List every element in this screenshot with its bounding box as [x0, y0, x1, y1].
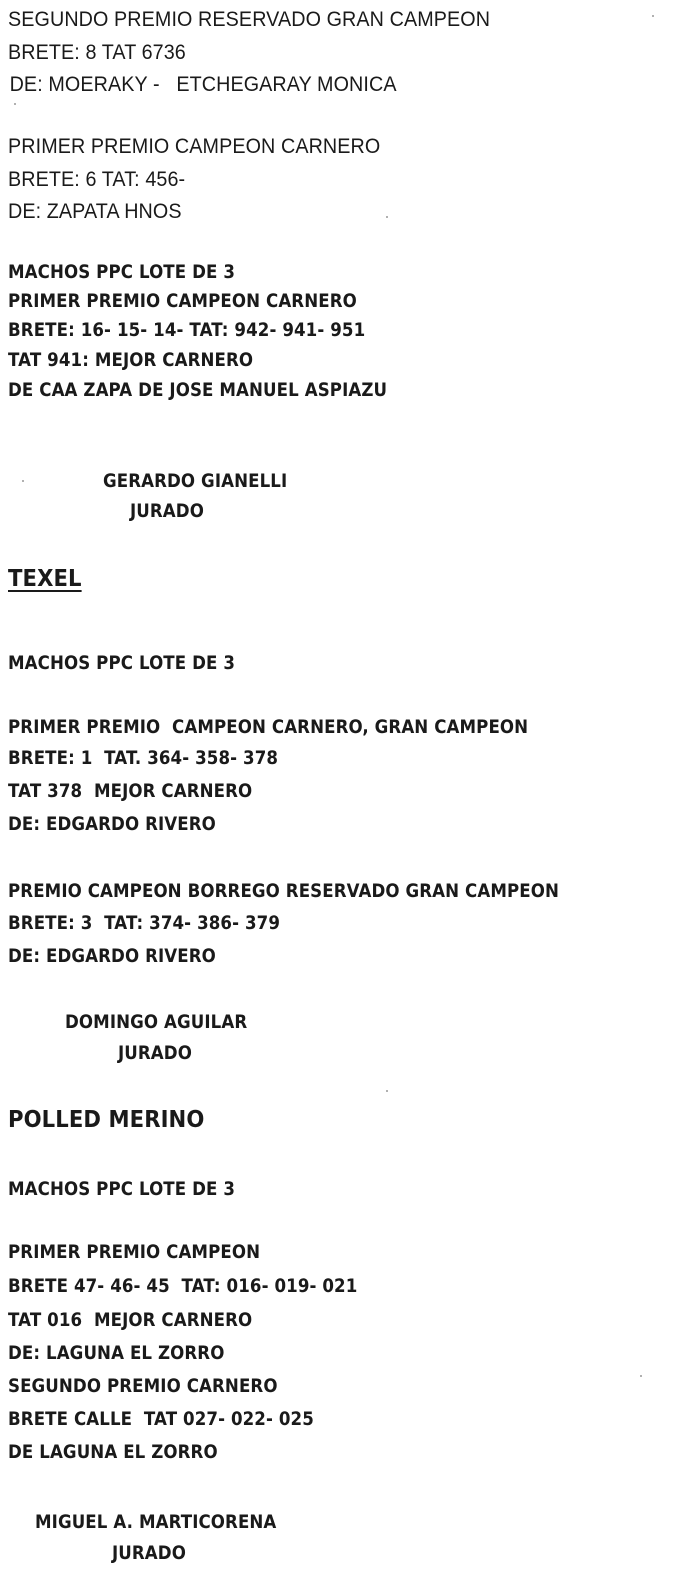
judge-title: JURADO: [112, 1543, 186, 1564]
award-title: PREMIO CAMPEON BORREGO RESERVADO GRAN CAMPEON: [8, 881, 560, 902]
award-breeder: DE: EDGARDO RIVERO: [8, 946, 216, 967]
award-title: SEGUNDO PREMIO RESERVADO GRAN CAMPEON: [8, 8, 491, 31]
judge-name: GERARDO GIANELLI: [103, 471, 288, 492]
category-label: MACHOS PPC LOTE DE 3: [8, 262, 236, 283]
category-label: MACHOS PPC LOTE DE 3: [8, 1179, 236, 1200]
award-pen-tag: BRETE: 6 TAT: 456-: [8, 168, 186, 191]
scan-speck: [22, 480, 24, 482]
award-title: PRIMER PREMIO CAMPEON CARNERO, GRAN CAMPEON: [8, 717, 529, 738]
award-breeder: DE CAA ZAPA DE JOSE MANUEL ASPIAZU: [8, 380, 388, 401]
award-pen-tag: BRETE CALLE TAT 027- 022- 025: [8, 1409, 314, 1430]
award-pen-tag: BRETE: 8 TAT 6736: [8, 41, 186, 64]
category-label: MACHOS PPC LOTE DE 3: [8, 653, 236, 674]
award-breeder: DE: ZAPATA HNOS: [8, 200, 182, 223]
award-best-ram: TAT 378 MEJOR CARNERO: [8, 781, 253, 802]
award-pen-tag: BRETE: 3 TAT: 374- 386- 379: [8, 913, 281, 934]
scan-speck: [652, 15, 654, 17]
breed-heading-texel: TEXEL: [8, 566, 82, 592]
breed-heading-polled-merino: POLLED MERINO: [8, 1107, 205, 1133]
award-best-ram: TAT 941: MEJOR CARNERO: [8, 350, 254, 371]
award-title: PRIMER PREMIO CAMPEON: [8, 1242, 261, 1263]
judge-title: JURADO: [130, 501, 204, 522]
scan-speck: [14, 103, 16, 105]
scan-speck: [640, 1375, 642, 1377]
award-title: SEGUNDO PREMIO CARNERO: [8, 1376, 278, 1397]
award-breeder: DE: MOERAKY - ETCHEGARAY MONICA: [4, 73, 397, 96]
award-best-ram: TAT 016 MEJOR CARNERO: [8, 1310, 253, 1331]
scan-speck: [386, 216, 388, 218]
scan-speck: [386, 1090, 388, 1092]
award-pen-tag: BRETE: 1 TAT. 364- 358- 378: [8, 748, 279, 769]
award-pen-tag: BRETE: 16- 15- 14- TAT: 942- 941- 951: [8, 320, 366, 341]
award-title: PRIMER PREMIO CAMPEON CARNERO: [8, 291, 357, 312]
award-title: PRIMER PREMIO CAMPEON CARNERO: [8, 135, 381, 158]
judge-title: JURADO: [118, 1043, 192, 1064]
award-breeder: DE: EDGARDO RIVERO: [8, 814, 216, 835]
award-pen-tag: BRETE 47- 46- 45 TAT: 016- 019- 021: [8, 1276, 358, 1297]
judge-name: DOMINGO AGUILAR: [65, 1012, 248, 1033]
judge-name: MIGUEL A. MARTICORENA: [35, 1512, 277, 1533]
award-breeder: DE LAGUNA EL ZORRO: [8, 1442, 218, 1463]
award-breeder: DE: LAGUNA EL ZORRO: [8, 1343, 225, 1364]
